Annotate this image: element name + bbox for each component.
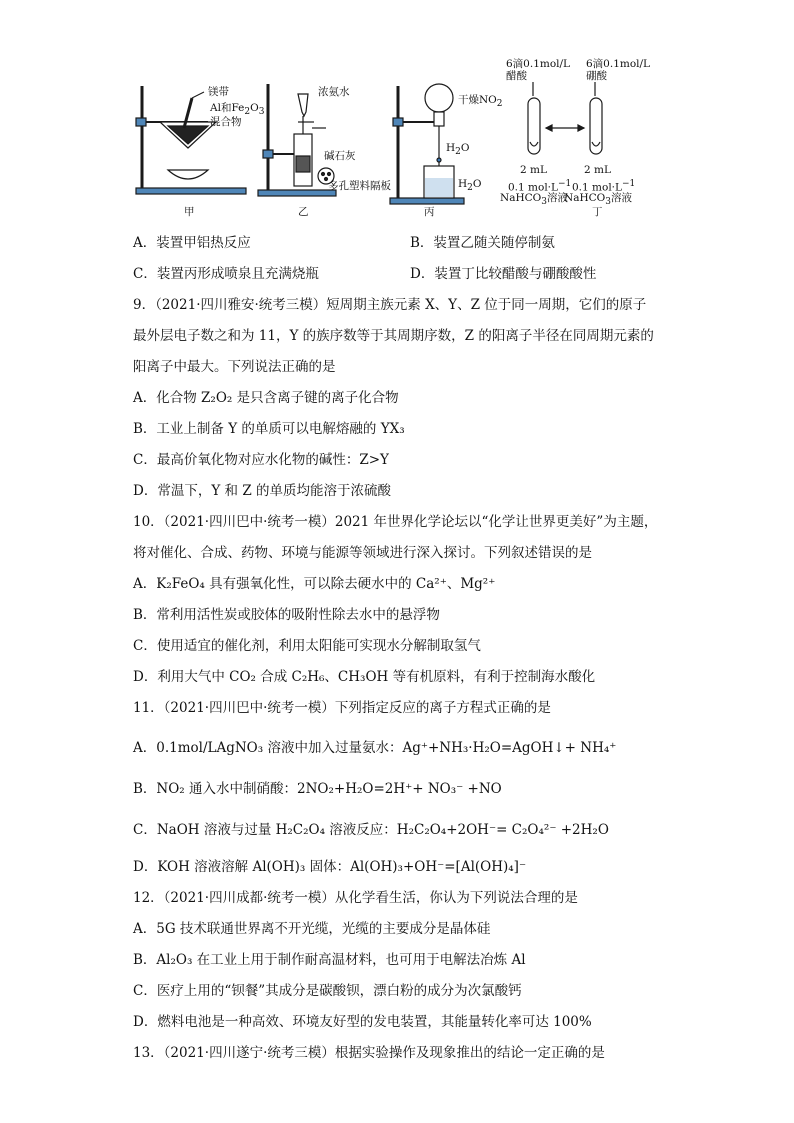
q10-stem-line2: 将对催化、合成、药物、环境与能源等领域进行深入探讨。下列叙述错误的是 xyxy=(133,545,592,561)
caption-ding: 丁 xyxy=(592,206,603,218)
label-conc-ammonia: 浓氨水 xyxy=(318,86,350,98)
sand-dish xyxy=(168,170,208,179)
q13-stem: 13．（2021·四川遂宁·统考三模）根据实验操作及现象推出的结论一定正确的是 xyxy=(133,1045,605,1061)
q9-stem-line2: 最外层电子数之和为 11，Y 的族序数等于其周期序数，Z 的阳离子半径在同周期元素的 xyxy=(133,328,654,344)
label-mixture: 混合物 xyxy=(210,116,242,128)
q10-option-d: D．利用大气中 CO₂ 合成 C₂H₆、CH₃OH 等有机原料，有利于控制海水酸化 xyxy=(133,669,596,685)
q10-option-c: C．使用适宜的催化剂，利用太阳能可实现水分解制取氢气 xyxy=(133,638,481,654)
label-conc-right: 0.1 $mol\cdot L^{-1}$ xyxy=(572,179,636,194)
caption-jia: 甲 xyxy=(184,206,195,218)
q8-option-b: B．装置乙随关随停制氨 xyxy=(410,235,555,251)
separatory-funnel xyxy=(298,94,308,116)
q11-option-d: D．KOH 溶液溶解 Al(OH)₃ 固体：Al(OH)₃+OH⁻=[Al(OH)₄]⁻ xyxy=(133,859,527,875)
q12-option-a: A．5G 技术联通世界离不开光缆，光缆的主要成分是晶体硅 xyxy=(133,921,491,937)
q11-option-b: B．NO₂ 通入水中制硝酸：2NO₂+H₂O=2H⁺+ NO₃⁻ +NO xyxy=(133,781,502,797)
label-porous-plate: 多孔塑料隔板 xyxy=(328,180,391,192)
stand-base-yi xyxy=(258,190,336,196)
stand-base-bing xyxy=(390,198,464,204)
label-dry-no2: 干燥$NO_2$ xyxy=(458,94,503,110)
q12-option-c: C．医疗上用的“钡餐”其成分是碳酸钡，漂白粉的成分为次氯酸钙 xyxy=(133,983,522,999)
q10-option-a: A．K₂FeO₄ 具有强氧化性，可以除去硬水中的 Ca²⁺、Mg²⁺ xyxy=(133,576,496,592)
apparatus-figure xyxy=(128,56,668,216)
label-soda-lime: 碱石灰 xyxy=(324,150,356,162)
label-conc-left: 0.1 $mol\cdot L^{-1}$ xyxy=(508,179,572,194)
label-acetic-acid-2: 醋酸 xyxy=(506,70,527,82)
q8-option-c: C．装置丙形成喷泉且充满烧瓶 xyxy=(133,266,319,282)
q8-option-d: D．装置丁比较醋酸与硼酸酸性 xyxy=(410,266,597,282)
q9-option-c: C．最高价氧化物对应水化物的碱性：Z>Y xyxy=(133,452,389,468)
label-vol-left: 2 mL xyxy=(520,164,547,176)
label-boric-acid-2: 硼酸 xyxy=(586,70,607,82)
q12-option-b: B．Al₂O₃ 在工业上用于制作耐高温材料，也可用于电解法冶炼 Al xyxy=(133,952,526,968)
label-sol-left: NaHCO$_3$溶液 xyxy=(500,192,568,208)
label-water-dropper: $H_2O$ xyxy=(446,142,470,158)
q9-option-b: B．工业上制备 Y 的单质可以电解熔融的 YX₃ xyxy=(133,421,405,437)
caption-bing: 丙 xyxy=(424,206,435,218)
q9-stem-line1: 9．（2021·四川雅安·统考三模）短周期主族元素 X、Y、Z 位于同一周期，它们的原子 xyxy=(133,297,647,313)
clamp-jia xyxy=(136,118,146,126)
label-vol-right: 2 mL xyxy=(584,164,611,176)
round-flask xyxy=(425,84,453,112)
label-boric-acid-1: 6滴0.1mol/L xyxy=(586,58,651,70)
soda-lime-layer xyxy=(296,156,310,172)
q12-stem: 12．（2021·四川成都·统考一模）从化学看生活，你认为下列说法合理的是 xyxy=(133,890,578,906)
stand-base-jia xyxy=(136,188,246,194)
q9-option-d: D．常温下，Y 和 Z 的单质均能溶于浓硫酸 xyxy=(133,483,391,499)
q8-option-a: A．装置甲铝热反应 xyxy=(133,235,251,251)
q9-stem-line3: 阳离子中最大。下列说法正确的是 xyxy=(133,359,336,375)
q10-stem-line1: 10．（2021·四川巴中·统考一模）2021 年世界化学论坛以“化学让世界更美好”为主题， xyxy=(133,514,658,530)
q11-option-a: A．0.1mol/LAgNO₃ 溶液中加入过量氨水：Ag⁺+NH₃·H₂O=AgOH↓+ NH₄⁺ xyxy=(133,740,617,756)
label-mg-ribbon: 镁带 xyxy=(208,86,229,98)
q11-option-c: C．NaOH 溶液与过量 H₂C₂O₄ 溶液反应：H₂C₂O₄+2OH⁻= C₂O₄²⁻ +2H₂O xyxy=(133,822,609,838)
label-acetic-acid-1: 6滴0.1mol/L xyxy=(506,58,571,70)
q11-stem: 11．（2021·四川巴中·统考一模）下列指定反应的离子方程式正确的是 xyxy=(133,700,551,716)
label-al-fe2o3: Al和$Fe_2O_3$ xyxy=(210,102,265,118)
label-sol-right: NaHCO$_3$溶液 xyxy=(564,192,632,208)
q10-option-b: B．常利用活性炭或胶体的吸附性除去水中的悬浮物 xyxy=(133,607,440,623)
q12-option-d: D．燃料电池是一种高效、环境友好型的发电装置，其能量转化率可达 100% xyxy=(133,1014,592,1030)
label-water-beaker: $H_2O$ xyxy=(458,178,482,194)
caption-yi: 乙 xyxy=(298,206,309,218)
q9-option-a: A．化合物 Z₂O₂ 是只含离子键的离子化合物 xyxy=(133,390,399,406)
